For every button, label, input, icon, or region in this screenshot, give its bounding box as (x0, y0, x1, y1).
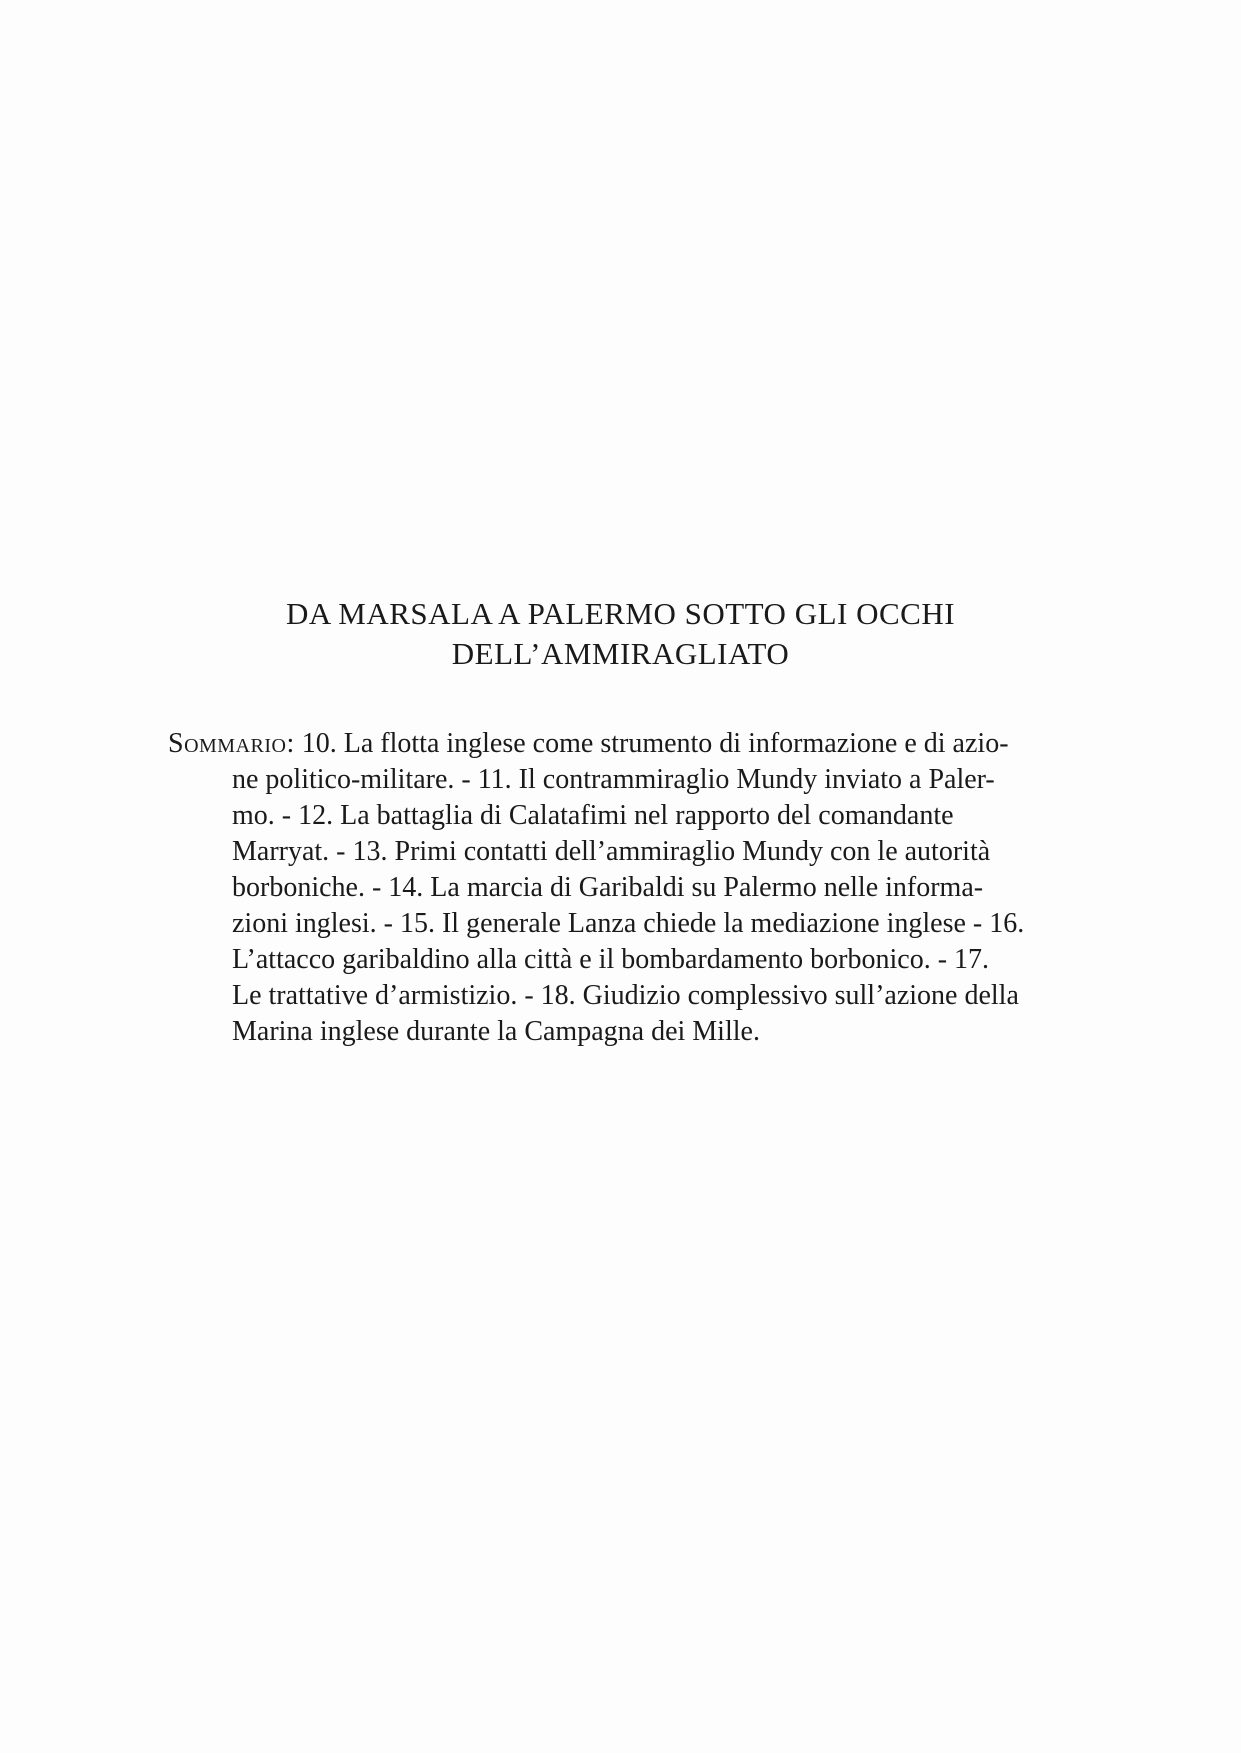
summary-line-3: mo. - 12. La battaglia di Calatafimi nel rapporto del comandante (232, 800, 954, 831)
summary-line-9: Marina inglese durante la Campagna dei Mille. (232, 1016, 760, 1047)
summary-label: Sommario: (168, 728, 295, 759)
summary-line-2: ne politico-militare. - 11. Il contrammiraglio Mundy inviato a Paler- (232, 764, 995, 795)
summary-line-6: zioni inglesi. - 15. Il generale Lanza chiede la mediazione inglese - 16. (232, 908, 1025, 939)
chapter-title (0, 594, 1241, 674)
summary-line-5: borboniche. - 14. La marcia di Garibaldi su Palermo nelle informa- (232, 872, 984, 903)
summary-line-4: Marryat. - 13. Primi contatti dell’ammiraglio Mundy con le autorità (232, 836, 991, 867)
summary-text-1: 10. La flotta inglese come strumento di informazione e di azio- (301, 728, 1009, 759)
chapter-title-line-1: DA MARSALA A PALERMO SOTTO GLI OCCHI (285, 596, 956, 631)
chapter-summary (168, 726, 1138, 1050)
summary-line-1 (168, 726, 1138, 762)
chapter-title-line-2: DELL’AMMIRAGLIATO (451, 636, 790, 671)
summary-line-8: Le trattative d’armistizio. - 18. Giudizio complessivo sull’azione della (232, 980, 1019, 1011)
summary-line-7: L’attacco garibaldino alla città e il bombardamento borbonico. - 17. (232, 944, 990, 975)
